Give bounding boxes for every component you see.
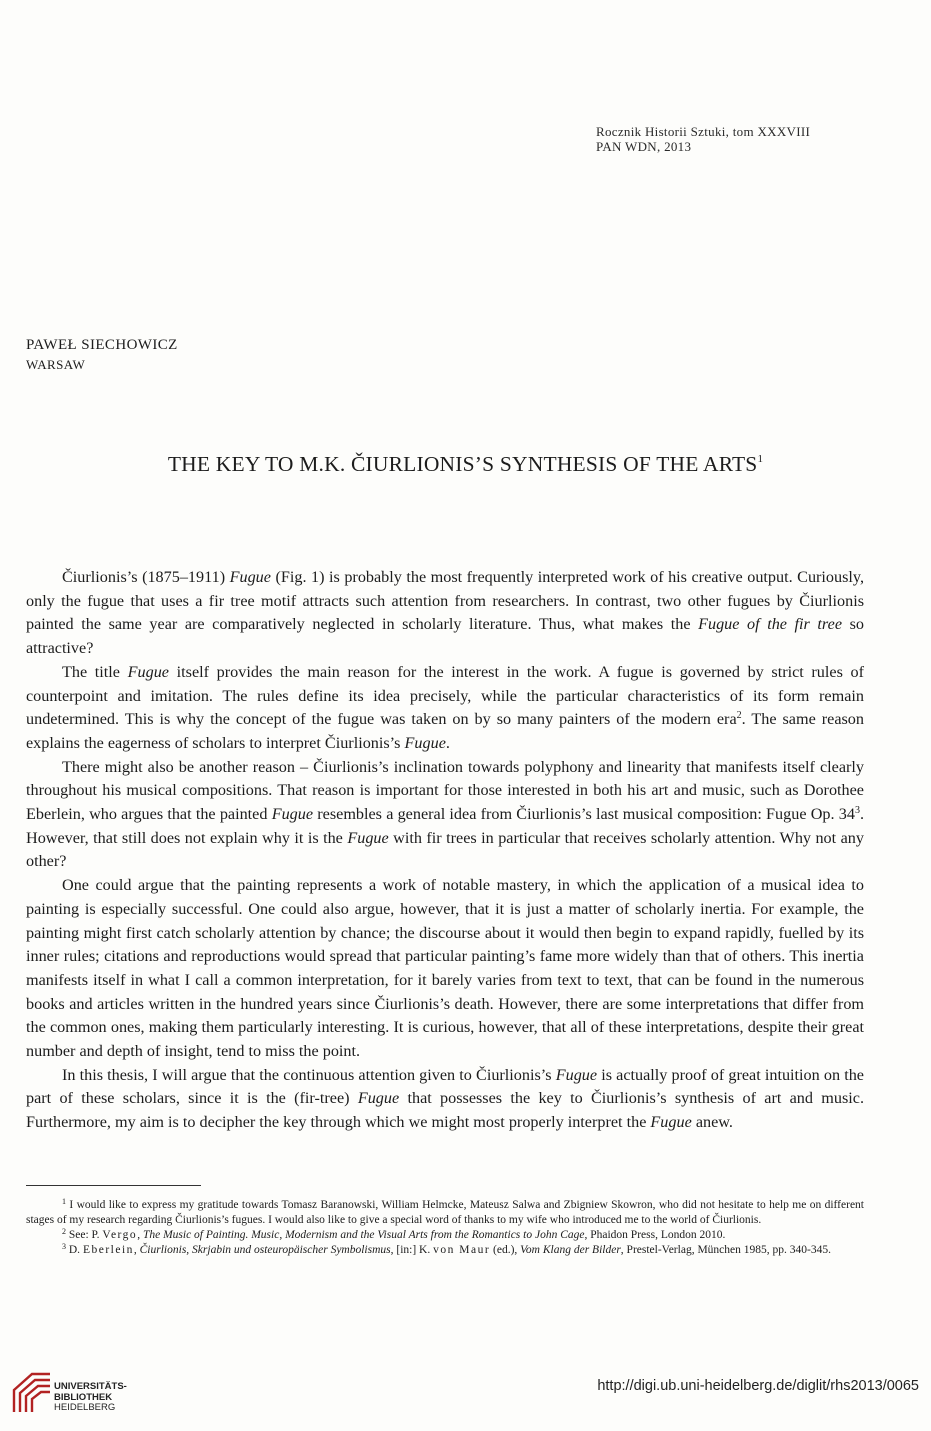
italic-title: Fugue (229, 568, 271, 586)
text-run: . The same reason explains the eagerness of scholars to interpret Čiurlionis’s (26, 710, 864, 752)
footnote-ref-3[interactable]: 3 (854, 805, 860, 817)
text-run: (ed.), (490, 1244, 521, 1256)
italic-title: Fugue (555, 1065, 598, 1084)
cited-author: Eberlein (82, 1244, 134, 1256)
article-body (26, 566, 864, 1135)
text-run: so attractive? (26, 615, 864, 658)
footnote-2 (26, 1228, 864, 1243)
italic-title: Fugue (127, 662, 169, 681)
footnote-1 (26, 1198, 864, 1228)
journal-publisher: PAN WDN, 2013 (596, 139, 692, 154)
cited-author: Vergo (102, 1229, 138, 1241)
text-run: See: P. (68, 1229, 103, 1241)
text-run: , (137, 1229, 143, 1241)
text-run: itself provides the main reason for the interest in the work. A fugue is governed by strict rules of counterpoint and imitation. The rules define its idea precisely, while the particular characteristics of its form remain undetermined. This is why the concept of the fugue was taken on by so many painters of the modern era (26, 662, 865, 729)
text-run: resembles a general idea from Čiurlionis’s last musical composition: Fugue Op. 34 (313, 805, 855, 824)
journal-header (596, 124, 810, 154)
footnote-number: 3 (62, 1242, 66, 1251)
title-footnote-ref[interactable]: 1 (757, 453, 764, 465)
italic-title: Fugue (650, 1113, 692, 1132)
text-run: The title (62, 662, 128, 681)
paragraph-2 (26, 661, 864, 756)
paragraph-1 (26, 566, 864, 661)
footnote-divider (26, 1185, 201, 1186)
footnote-number: 1 (62, 1197, 66, 1206)
footnote-ref-2[interactable]: 2 (736, 710, 742, 722)
author-block (26, 336, 178, 374)
text-run: There might also be another reason – Čiurlionis’s inclination towards polyphony and linearity that manifests itself clearly throughout his musical compositions. That reason is important for those interested in both his art and music, such as Dorothee Eberlein, who argues that the painted (26, 757, 864, 824)
text-run: , Prestel-Verlag, München 1985, pp. 340-345. (620, 1244, 831, 1256)
cited-editor: von Maur (433, 1244, 491, 1256)
library-name-line: UNIVERSITÄTS- (54, 1381, 127, 1392)
library-name-line: HEIDELBERG (54, 1402, 116, 1413)
text-run: D. (68, 1244, 83, 1256)
text-run: is actually proof of great intuition on the part of these scholars, since it is the (fir-tree) (26, 1065, 864, 1108)
article-title (0, 452, 931, 477)
text-run: Čiurlionis’s (1875–1911) (62, 568, 230, 586)
text-run: , Phaidon Press, London 2010. (584, 1229, 726, 1241)
italic-title: Fugue (357, 1089, 400, 1108)
text-run: anew. (691, 1113, 733, 1132)
text-run: , [in:] K. (390, 1244, 434, 1256)
paragraph-4: One could argue that the painting represents a work of notable mastery, in which the application of a musical idea to painting is especially successful. One could also argue, however, that it is just a matter of scholarly inertia. For example, the painting might first catch scholarly attention by chance; the discourse about it would then begin to expand rapidly, fuelled by its inner rules; citations and reproductions would spread that particular painting’s fame more widely than that of others. This inertia manifests itself in what I call a common interpretation, for it barely varies from text to text, that can be found in the numerous books and articles written in the hundred years since Čiurlionis’s death. However, there are some interpretations that differ from the common ones, making them particularly interesting. It is curious, however, that all of these interpretations, despite their great number and depth of insight, tend to miss the point. (26, 876, 864, 1061)
library-name-line: BIBLIOTHEK (54, 1391, 113, 1403)
italic-title: Fugue (347, 828, 389, 847)
text-run: , (133, 1244, 140, 1256)
footnote-text: I would like to express my gratitude towards Tomasz Baranowski, William Helmcke, Mateusz Salwa and Zbigniew Skowron, who did not hesitate to help me on different stages of my research regarding Čiurlionis’s fugues. I would also like to give a special word of thanks to my wife who introduced me to the world of Čiurlionis. (26, 1199, 864, 1226)
text-run: (Fig. 1) is probably the most frequently interpreted work of his creative output. Curiously, only the fugue that uses a fir tree motif attracts such attention from researchers. In contrast, two other fugues by Čiurlionis painted the same year are comparatively neglected in scholarly literature. Thus, what makes the (26, 568, 865, 634)
text-run: . However, that still does not explain why it is the (26, 805, 865, 847)
cited-title: Čiurlionis, Skrjabin und osteuropäischer Symbolismus (139, 1244, 391, 1256)
library-name (54, 1382, 127, 1414)
journal-name: Rocznik Historii Sztuki, tom XXXVIII (596, 124, 811, 139)
text-run: that possesses the key to Čiurlionis’s synthesis of art and music. Furthermore, my aim is to decipher the key through which we might most properly interpret the (26, 1089, 864, 1132)
paragraph-3 (26, 756, 864, 875)
text-run: . (445, 733, 450, 752)
italic-title: Fugue (271, 805, 314, 824)
source-url-link[interactable]: http://digi.ub.uni-heidelberg.de/diglit/rhs2013/0065 (597, 1378, 919, 1394)
author-name: PAWEŁ SIECHOWICZ (26, 337, 178, 353)
italic-title: Fugue (404, 733, 446, 752)
cited-title: The Music of Painting. Music, Modernism and the Visual Arts from the Romantics to John Cage (142, 1229, 585, 1241)
italic-title: Fugue of the fir tree (698, 615, 842, 634)
cited-title: Vom Klang der Bilder (520, 1244, 621, 1256)
text-run: with fir trees in particular that receives scholarly attention. Why not any other? (26, 828, 864, 871)
article-title-text: THE KEY TO M.K. ČIURLIONIS’S SYNTHESIS OF THE ARTS (167, 452, 758, 476)
paragraph-5 (26, 1064, 864, 1135)
footnotes (26, 1198, 864, 1258)
text-run: In this thesis, I will argue that the continuous attention given to Čiurlionis’s (62, 1065, 556, 1084)
author-city: WARSAW (26, 357, 86, 372)
footnote-number: 2 (62, 1227, 66, 1236)
footnote-3 (26, 1243, 864, 1258)
